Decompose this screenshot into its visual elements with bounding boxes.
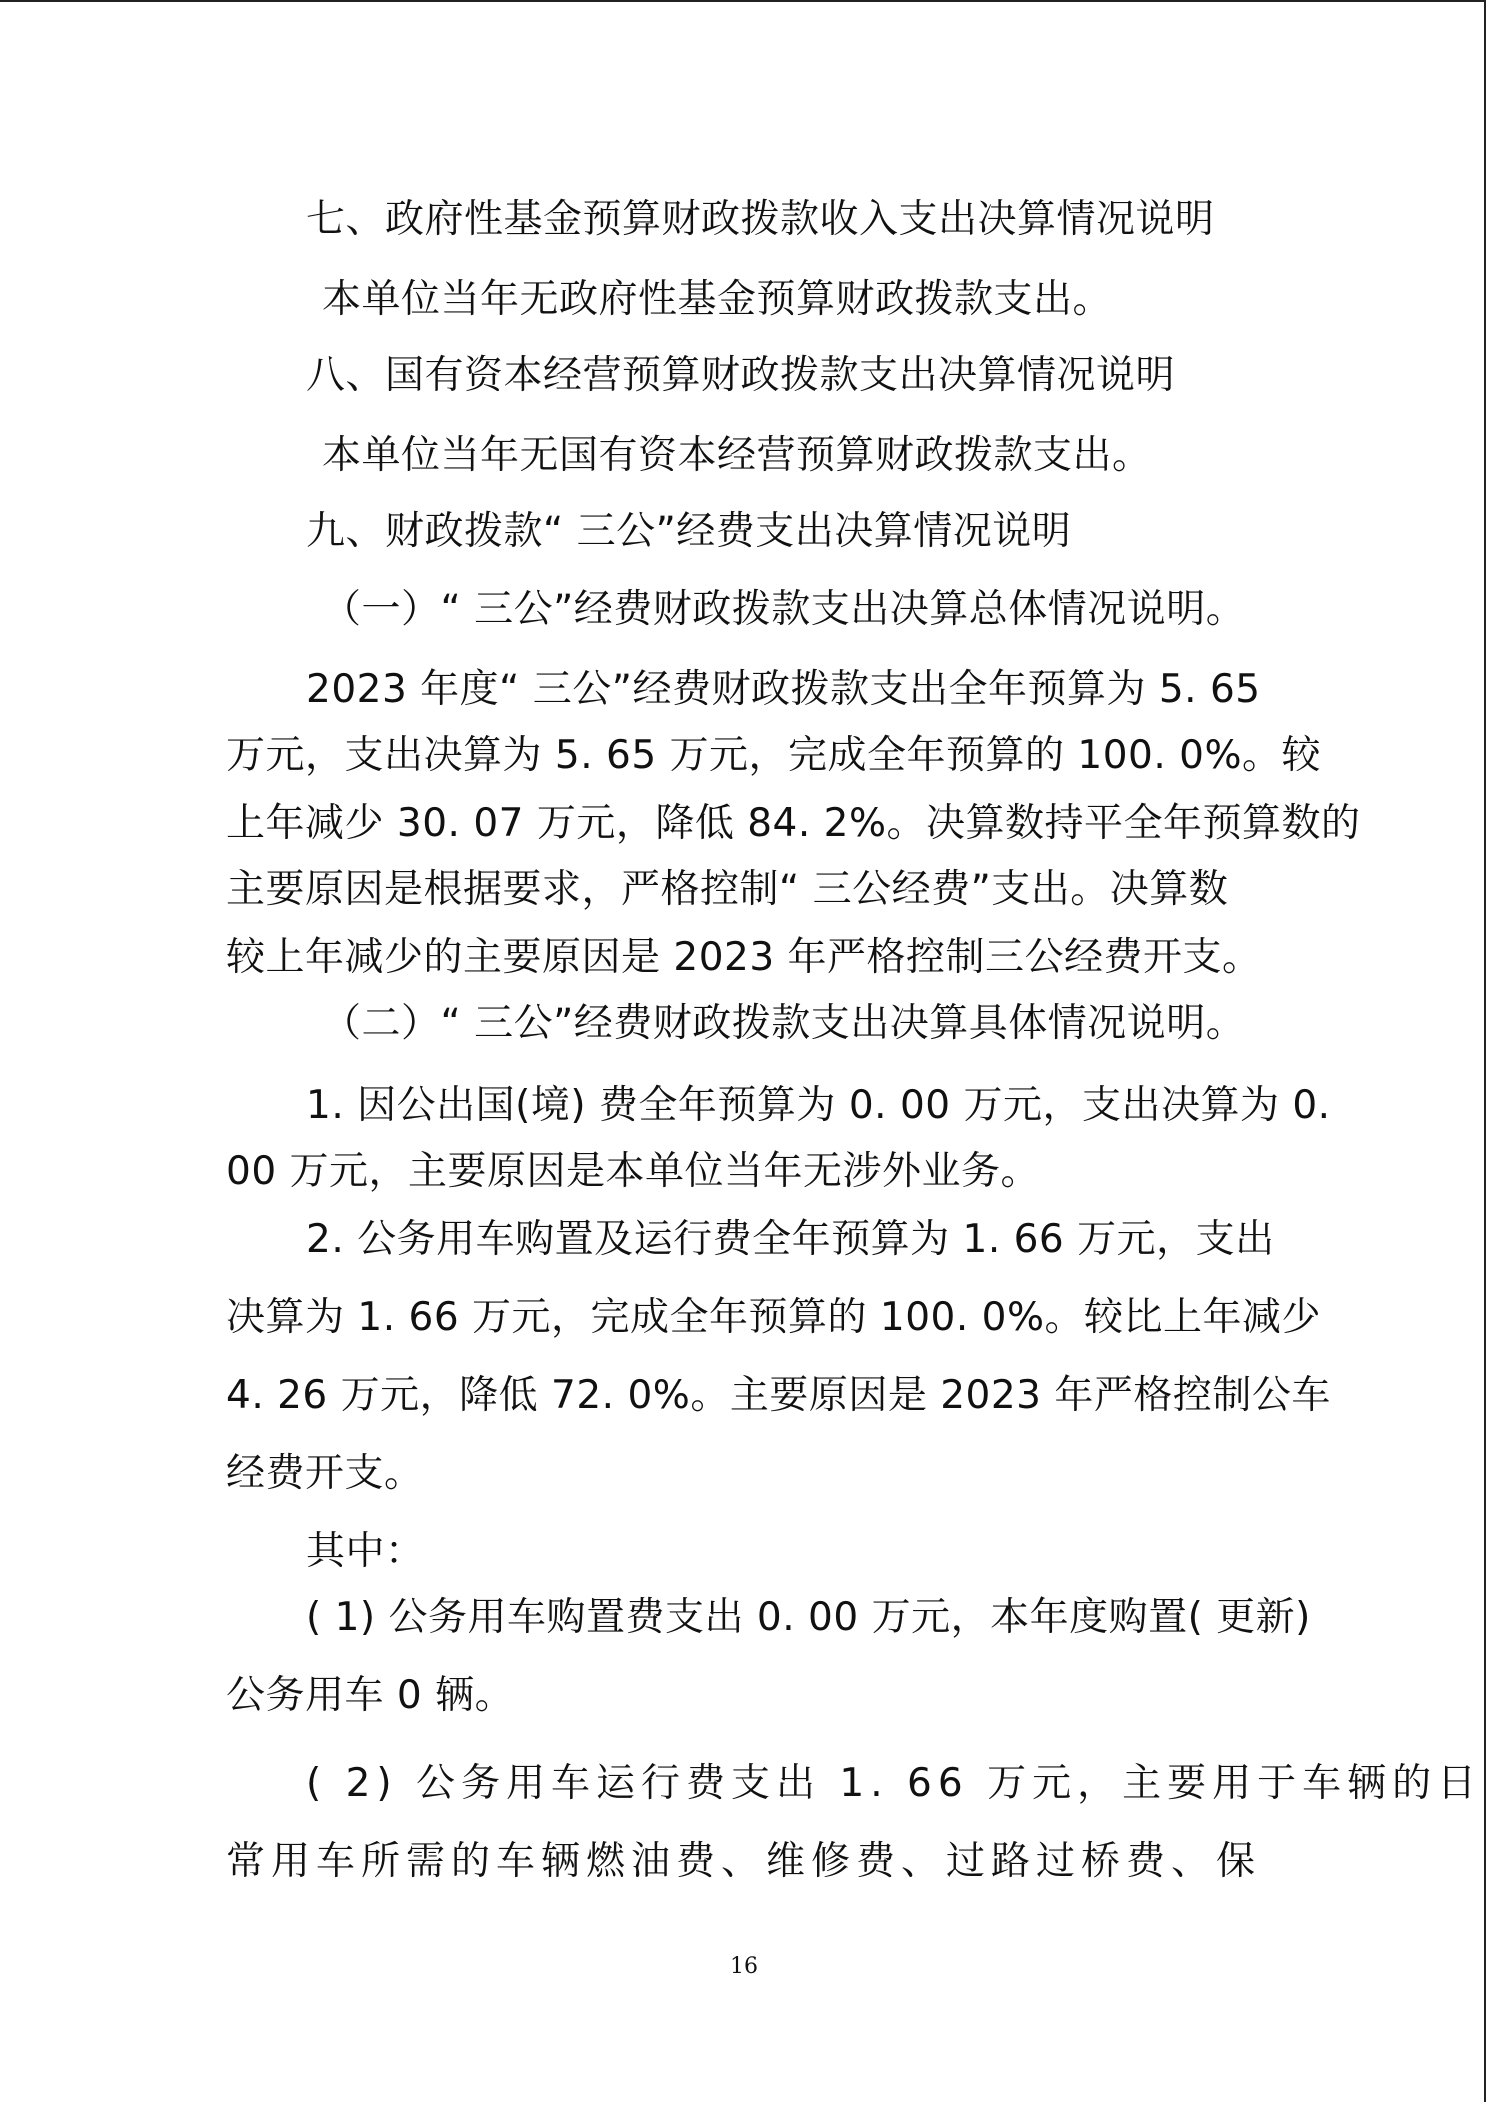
paragraph-line: ( 1) 公务用车购置费支出 0. 00 万元，本年度购置( 更新) [306,1595,1311,1640]
page-number: 16 [730,1954,758,1979]
paragraph-line: 4. 26 万元，降低 72. 0%。主要原因是 2023 年严格控制公车 [226,1373,1331,1418]
paragraph-line: 常用车所需的车辆燃油费、维修费、过路过桥费、保 [226,1839,1262,1884]
subsection-heading-1: （一）“ 三公”经费财政拨款支出决算总体情况说明。 [322,587,1246,632]
section-heading-9: 九、财政拨款“ 三公”经费支出决算情况说明 [306,509,1072,554]
section-heading-7: 七、政府性基金预算财政拨款收入支出决算情况说明 [306,197,1215,242]
paragraph-line: 2. 公务用车购置及运行费全年预算为 1. 66 万元，支出 [306,1217,1275,1262]
section-heading-8: 八、国有资本经营预算财政拨款支出决算情况说明 [306,353,1176,398]
paragraph-line: 公务用车 0 辆。 [226,1673,515,1718]
paragraph-line: 2023 年度“ 三公”经费财政拨款支出全年预算为 5. 65 [306,667,1261,712]
paragraph-line: 本单位当年无国有资本经营预算财政拨款支出。 [322,433,1152,478]
paragraph-line: 决算为 1. 66 万元，完成全年预算的 100. 0%。较比上年减少 [226,1295,1322,1340]
paragraph-line: 本单位当年无政府性基金预算财政拨款支出。 [322,277,1113,322]
paragraph-line: 00 万元，主要原因是本单位当年无涉外业务。 [226,1149,1041,1194]
subsection-heading-2: （二）“ 三公”经费财政拨款支出决算具体情况说明。 [322,1001,1246,1046]
paragraph-line: 上年减少 30. 07 万元，降低 84. 2%。决算数持平全年预算数的 [226,801,1361,846]
paragraph-line: 经费开支。 [226,1451,424,1496]
paragraph-line: 较上年减少的主要原因是 2023 年严格控制三公经费开支。 [226,935,1262,980]
paragraph-line: 主要原因是根据要求，严格控制“ 三公经费”支出。决算数 [226,867,1229,912]
paragraph-line: 1. 因公出国(境) 费全年预算为 0. 00 万元，支出决算为 0. [306,1083,1331,1128]
paragraph-line: ( 2) 公务用车运行费支出 1. 66 万元，主要用于车辆的日 [306,1761,1483,1806]
paragraph-line: 其中： [306,1529,425,1574]
paragraph-line: 万元，支出决算为 5. 65 万元，完成全年预算的 100. 0%。较 [226,733,1322,778]
